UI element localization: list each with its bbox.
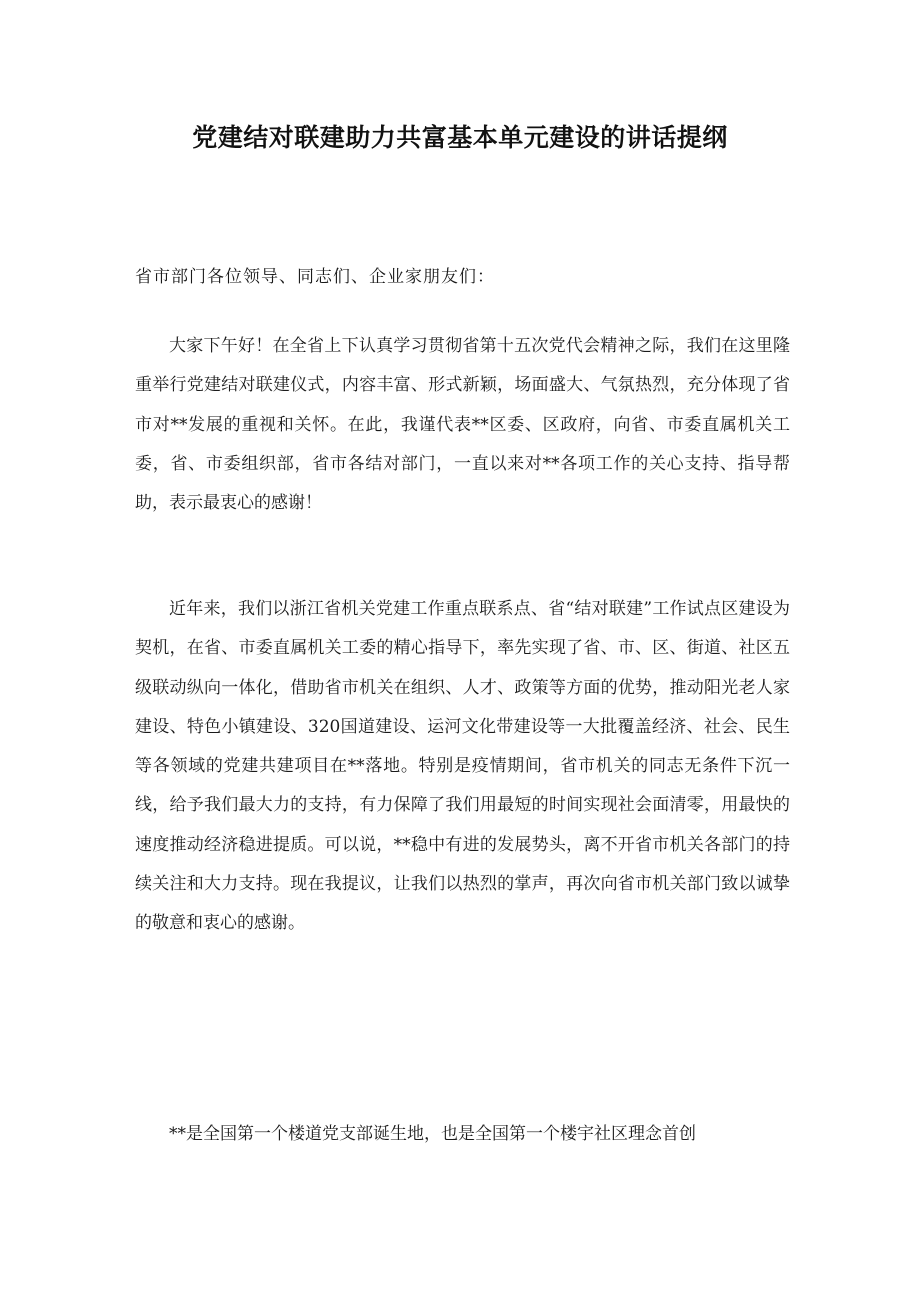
paragraph-opening-thanks: 大家下午好！在全省上下认真学习贯彻省第十五次党代会精神之际，我们在这里隆重举行党建结对联建仪式，内容丰富、形式新颖，场面盛大、气氛热烈，充分体现了省市对**发展的重视和关怀。在此，我谨代表**区委、区政府，向省、市委直属机关工委，省、市委组织部，省市各结对部门，一直以来对**各项工作的关心支持、指导帮助，表示最衷心的感谢！	[135, 336, 790, 514]
paragraph-recent-achievements: 近年来，我们以浙江省机关党建工作重点联系点、省“结对联建”工作试点区建设为契机，在省、市委直属机关工委的精心指导下，率先实现了省、市、区、街道、社区五级联动纵向一体化，借助省市机关在组织、人才、政策等方面的优势，推动阳光老人家建设、特色小镇建设、320国道建设、运河文化带建设等一大批覆盖经济、社会、民生等各领域的党建共建项目在**落地。特别是疫情期间，省市机关的同志无条件下沉一线，给予我们最大力的支持，有力保障了我们用最短的时间实现社会面清零，用最快的速度推动经济稳进提质。可以说，**稳中有进的发展势头，离不开省市机关各部门的持续关注和大力支持。现在我提议，让我们以热烈的掌声，再次向省市机关部门致以诚挚的敬意和衷心的感谢。	[135, 599, 790, 934]
salutation: 省市部门各位领导、同志们、企业家朋友们：	[135, 267, 495, 287]
paragraph-party-branch-origin: **是全国第一个楼道党支部诞生地，也是全国第一个楼宇社区理念首创	[169, 1124, 696, 1144]
document-title: 党建结对联建助力共富基本单元建设的讲话提纲	[192, 123, 728, 152]
